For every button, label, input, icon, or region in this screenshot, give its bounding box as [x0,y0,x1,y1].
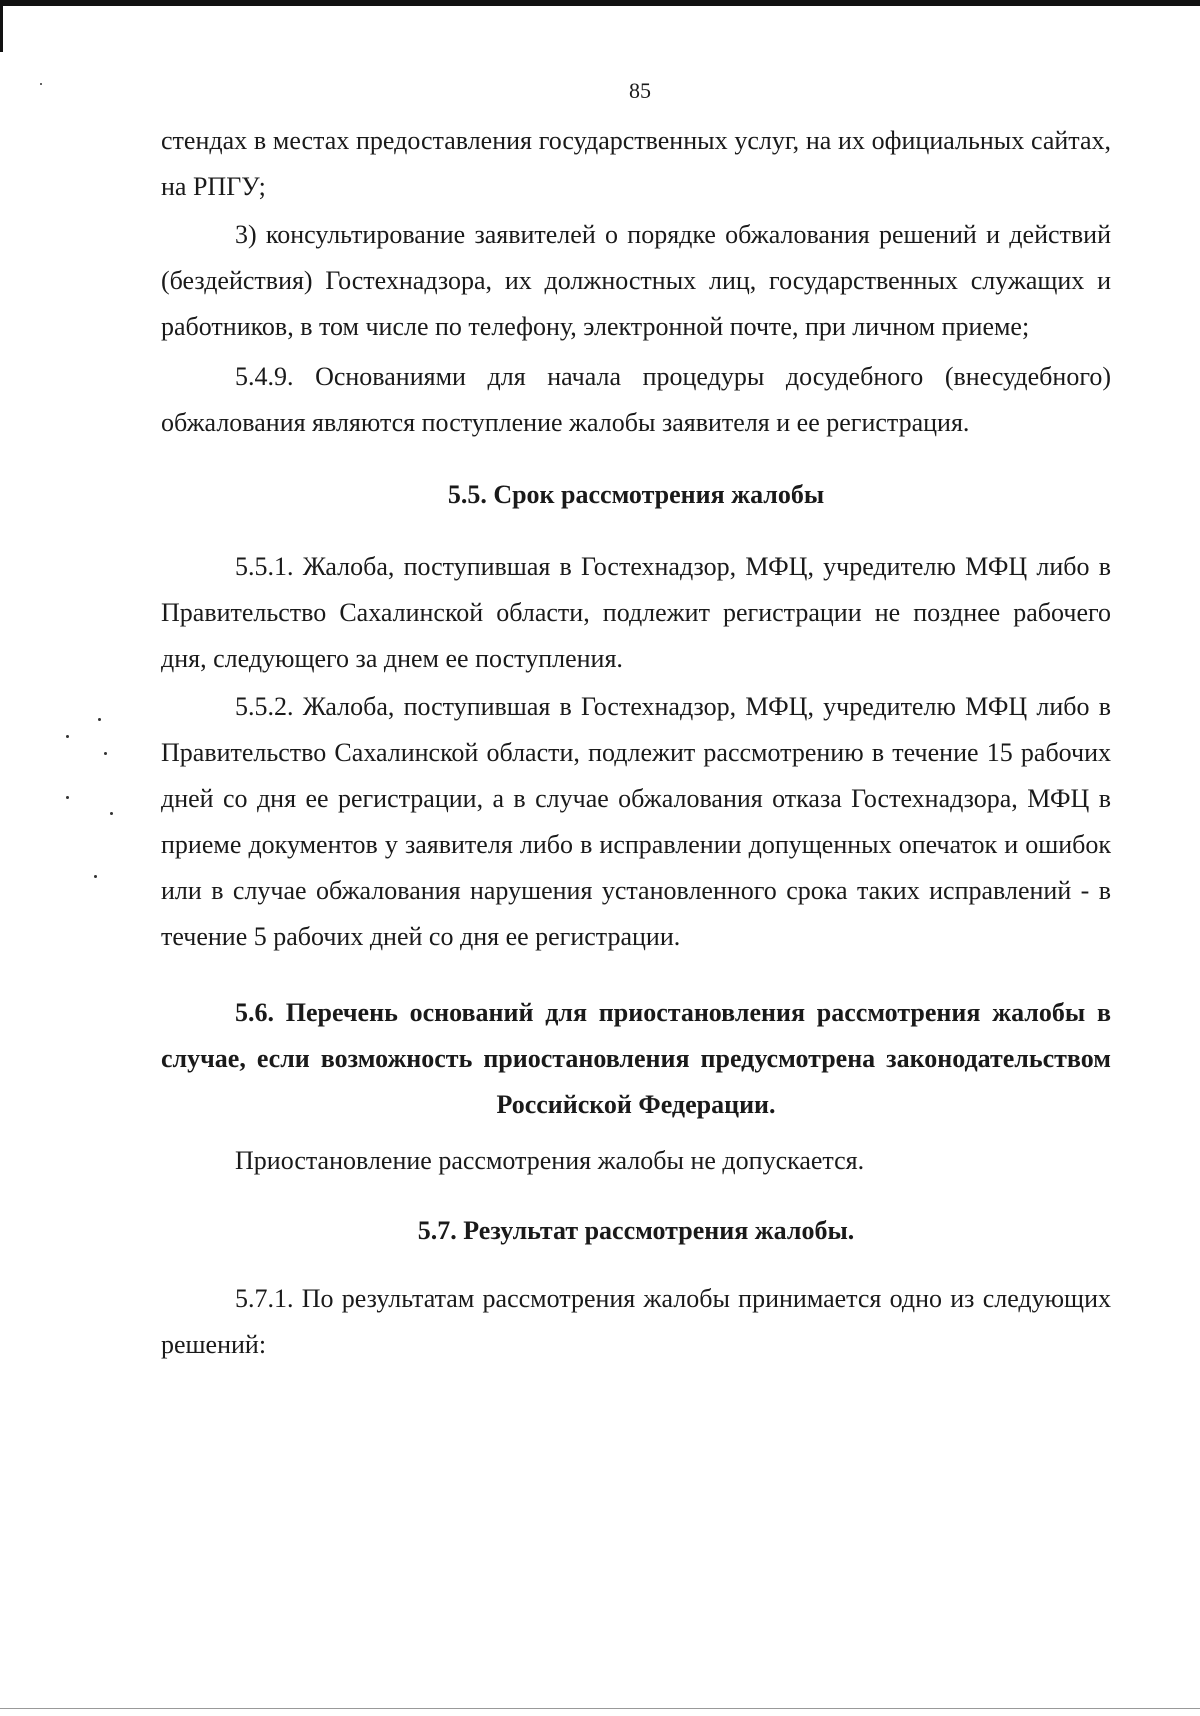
paragraph-5-4-9: 5.4.9. Основаниями для начала процедуры досудебного (внесудебного) обжалования являются поступление жалобы заявителя и ее регистрация. [161,362,1111,437]
scan-speck [40,83,42,85]
scan-speck [66,796,69,799]
page-number: 85 [629,78,651,103]
scan-edge-bottom [0,1708,1200,1709]
heading-5-7: 5.7. Результат рассмотрения жалобы. [417,1216,855,1245]
scan-speck [66,735,69,738]
scan-speck [94,875,97,878]
paragraph-consulting: 3) консультирование заявителей о порядке обжалования решений и действий (бездействия) Гостехнадзора, их должностных лиц, государственных служащих и работников, в том числе по телефону, электронной почте, при личном приеме; [161,220,1111,341]
document-body [161,118,1111,1368]
heading-5-5: 5.5. Срок рассмотрения жалобы [447,480,825,509]
heading-5-6: 5.6. Перечень оснований для приостановления рассмотрения жалобы в случае, если возможность приостановления предусмотрена законодательством Российской Федерации. [161,998,1111,1119]
scan-speck [110,812,113,815]
scan-edge-top [0,0,1200,6]
paragraph-stands: стендах в местах предоставления государственных услуг, на их официальных сайтах, на РПГУ; [161,126,1111,201]
paragraph-suspension: Приостановление рассмотрения жалобы не допускается. [235,1146,865,1175]
paragraph-5-5-1: 5.5.1. Жалоба, поступившая в Гостехнадзор, МФЦ, учредителю МФЦ либо в Правительство Сахалинской области, подлежит регистрации не позднее рабочего дня, следующего за днем ее поступления. [161,552,1111,673]
paragraph-5-7-1: 5.7.1. По результатам рассмотрения жалобы принимается одно из следующих решений: [161,1284,1111,1359]
scan-edge-left [0,0,3,52]
paragraph-5-5-2: 5.5.2. Жалоба, поступившая в Гостехнадзор, МФЦ, учредителю МФЦ либо в Правительство Сахалинской области, подлежит рассмотрению в течение 15 рабочих дней со дня ее регистрации, а в случае обжалования отказа Гостехнадзора, МФЦ в приеме документов у заявителя либо в исправлении допущенных опечаток и ошибок или в случае обжалования нарушения установленного срока таких исправлений - в течение 5 рабочих дней со дня ее регистрации. [161,692,1111,951]
scan-speck [104,752,107,755]
scan-speck [98,718,101,721]
